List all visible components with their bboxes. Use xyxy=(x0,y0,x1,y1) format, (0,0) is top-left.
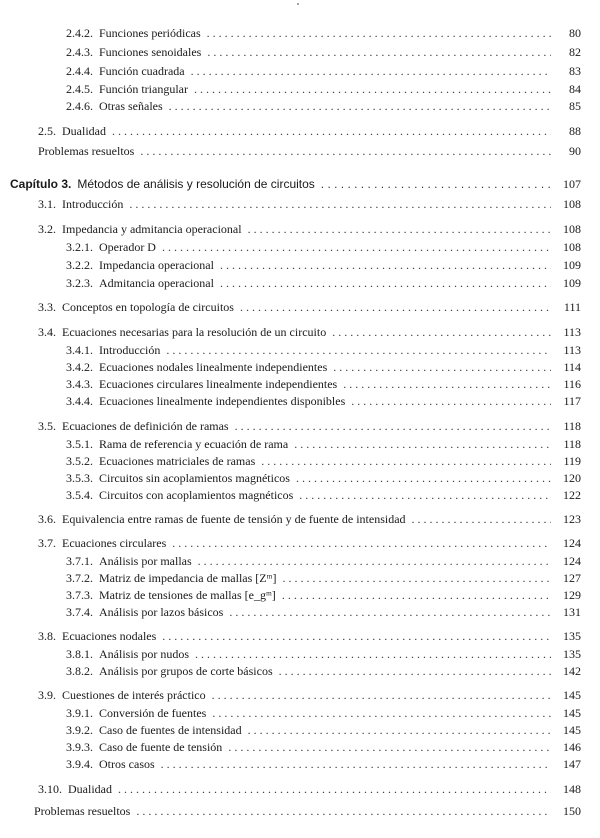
leader-dots xyxy=(166,343,551,357)
toc-entry-page: 127 xyxy=(563,571,581,585)
toc-entry-number: 3.5. xyxy=(38,419,56,433)
leader-dots xyxy=(294,437,551,451)
toc-entry-title: Conceptos en topología de circuitos xyxy=(62,300,234,314)
toc-entry-page: 135 xyxy=(563,647,581,661)
toc-entry-page: 145 xyxy=(563,723,581,737)
toc-entry-page: 108 xyxy=(563,197,581,211)
toc-entry-title: Problemas resueltos xyxy=(38,144,135,158)
toc-entry-title: Ecuaciones matriciales de ramas xyxy=(99,454,256,468)
leader-dots xyxy=(296,471,551,485)
toc-entry-number: 3.2.1. xyxy=(66,240,93,254)
toc-entry-3-4-1[interactable] xyxy=(66,343,581,357)
toc-entry-number: 3.3. xyxy=(38,300,56,314)
toc-entry-title: Problemas resueltos xyxy=(34,804,131,818)
toc-entry-title: Admitancia operacional xyxy=(99,276,214,290)
toc-entry-title: Ecuaciones linealmente independientes disponibles xyxy=(99,394,346,408)
toc-entry-page: 90 xyxy=(569,144,581,158)
toc-entry-number: 2.5. xyxy=(38,124,56,138)
toc-entry-3-9-3[interactable] xyxy=(66,740,581,754)
leader-dots xyxy=(194,82,551,96)
leader-dots xyxy=(261,454,551,468)
toc-entry-title: Circuitos con acoplamientos magnéticos xyxy=(99,488,294,502)
toc-entry-title: Ecuaciones de definición de ramas xyxy=(62,419,229,433)
toc-entry-3-2-3[interactable] xyxy=(66,276,581,290)
toc-entry-title: Matriz de impedancia de mallas [Zᵐ] xyxy=(99,571,277,585)
leader-dots xyxy=(129,197,551,211)
toc-entry-title: Función cuadrada xyxy=(99,64,185,78)
toc-entry-page: 145 xyxy=(563,706,581,720)
toc-entry-number: 2.4.4. xyxy=(66,64,93,78)
toc-entry-page: 111 xyxy=(563,300,581,314)
toc-entry-number: 3.7.2. xyxy=(66,571,93,585)
toc-entry-3-2[interactable] xyxy=(38,222,581,236)
toc-entry-title: Impedancia y admitancia operacional xyxy=(62,222,242,236)
toc-entry-title: Otros casos xyxy=(99,757,155,771)
toc-entry-3-4[interactable] xyxy=(38,325,581,339)
toc-entry-number: 3.9.3. xyxy=(66,740,93,754)
chapter-number: Capítulo 3. xyxy=(10,177,72,191)
leader-dots xyxy=(248,723,551,737)
toc-entry-3-1[interactable] xyxy=(38,197,581,211)
toc-entry-page: 122 xyxy=(563,488,581,502)
toc-entry-page: 150 xyxy=(563,804,581,818)
toc-entry-title: Impedancia operacional xyxy=(99,258,214,272)
leader-dots xyxy=(172,536,551,550)
toc-entry-page: 147 xyxy=(563,757,581,771)
toc-entry-number: 3.8. xyxy=(38,629,56,643)
toc-entry-number: 3.5.3. xyxy=(66,471,93,485)
toc-entry-title: Análisis por mallas xyxy=(99,554,192,568)
toc-entry-number: 3.9.1. xyxy=(66,706,93,720)
toc-entry-3-5-1[interactable] xyxy=(66,437,581,451)
leader-dots xyxy=(279,664,551,678)
toc-entry-title: Cuestiones de interés práctico xyxy=(62,688,206,702)
toc-entry-page: 146 xyxy=(563,740,581,754)
leader-dots xyxy=(207,26,551,40)
toc-entry-3-5-4[interactable] xyxy=(66,488,581,502)
toc-entry-page: 117 xyxy=(563,394,581,408)
leader-dots xyxy=(195,647,551,661)
toc-entry-3-4-3[interactable] xyxy=(66,377,581,391)
toc-entry-page: 124 xyxy=(563,536,581,550)
toc-entry-page: 85 xyxy=(569,99,581,113)
toc-entry-3-8-2[interactable] xyxy=(66,664,581,678)
toc-entry-3-6[interactable] xyxy=(38,512,581,526)
toc-entry-title: Dualidad xyxy=(62,124,106,138)
leader-dots xyxy=(118,782,551,796)
toc-entry-page: 82 xyxy=(569,45,581,59)
toc-entry-number: 3.9. xyxy=(38,688,56,702)
toc-entry-3-8[interactable] xyxy=(38,629,581,643)
toc-entry-page: 119 xyxy=(563,454,581,468)
toc-entry-2-4-4[interactable] xyxy=(66,64,581,78)
toc-entry-page: 114 xyxy=(563,360,581,374)
toc-entry-3-9[interactable] xyxy=(38,688,581,702)
toc-entry-title: Dualidad xyxy=(68,782,112,796)
toc-entry-number: 3.10. xyxy=(38,782,62,796)
toc-entry-page: 88 xyxy=(569,124,581,138)
toc-entry-title: Conversión de fuentes xyxy=(99,706,207,720)
toc-entry-title: Circuitos sin acoplamientos magnéticos xyxy=(99,471,290,485)
toc-entry-number: 2.4.5. xyxy=(66,82,93,96)
toc-entry-page: 120 xyxy=(563,471,581,485)
toc-entry-page: 142 xyxy=(563,664,581,678)
leader-dots xyxy=(240,300,551,314)
toc-entry-2-4-3[interactable] xyxy=(66,45,581,59)
toc-entry-3-9-1[interactable] xyxy=(66,706,581,720)
leader-dots xyxy=(332,325,551,339)
toc-entry-title: Ecuaciones necesarias para la resolución de un circuito xyxy=(62,325,327,339)
toc-entry-number: 3.9.4. xyxy=(66,757,93,771)
toc-entry-page: 123 xyxy=(563,512,581,526)
toc-entry-page: 145 xyxy=(563,688,581,702)
toc-entry-title: Matriz de tensiones de mallas [e_gᵐ] xyxy=(99,588,276,602)
toc-entry-3-2-2[interactable] xyxy=(66,258,581,272)
toc-entry-page: 135 xyxy=(563,629,581,643)
toc-entry-3-8-1[interactable] xyxy=(66,647,581,661)
toc-entry-page: 113 xyxy=(563,325,581,339)
toc-entry-title: Ecuaciones nodales xyxy=(62,629,157,643)
toc-entry-number: 3.8.2. xyxy=(66,664,93,678)
toc-entry-number: 3.4.1. xyxy=(66,343,93,357)
leader-dots xyxy=(299,488,551,502)
leader-dots xyxy=(351,394,551,408)
toc-entry-number: 3.4.3. xyxy=(66,377,93,391)
toc-entry-3-2-1[interactable] xyxy=(66,240,581,254)
toc-entry-number: 3.4.2. xyxy=(66,360,93,374)
toc-entry-3-7-4[interactable] xyxy=(66,605,581,619)
toc-entry-number: 3.4. xyxy=(38,325,56,339)
toc-entry-title: Caso de fuente de tensión xyxy=(99,740,223,754)
leader-dots xyxy=(235,419,551,433)
toc-entry-title: Ecuaciones circulares linealmente independientes xyxy=(99,377,338,391)
leader-dots xyxy=(112,124,551,138)
toc-entry-3-5-3[interactable] xyxy=(66,471,581,485)
toc-entry-title: Función triangular xyxy=(99,82,188,96)
toc-entry-2-4-2[interactable] xyxy=(66,26,581,40)
toc-entry-number: 3.5.1. xyxy=(66,437,93,451)
leader-dots xyxy=(220,258,551,272)
toc-entry-3-9-2[interactable] xyxy=(66,723,581,737)
toc-entry-title: Rama de referencia y ecuación de rama xyxy=(99,437,289,451)
toc-entry-number: 3.7.3. xyxy=(66,588,93,602)
toc-entry-page: 108 xyxy=(563,240,581,254)
toc-entry-page: 109 xyxy=(563,258,581,272)
chapter-title: Métodos de análisis y resolución de circuitos xyxy=(77,177,315,191)
toc-entry-number: 3.2.3. xyxy=(66,276,93,290)
toc-entry-page: 84 xyxy=(569,82,581,96)
toc-entry-number: 3.9.2. xyxy=(66,723,93,737)
toc-entry-number: 3.1. xyxy=(38,197,56,211)
leader-dots xyxy=(162,240,551,254)
toc-entry-number: 3.6. xyxy=(38,512,56,526)
toc-entry-title: Caso de fuentes de intensidad xyxy=(99,723,242,737)
leader-dots xyxy=(282,571,551,585)
toc-entry-title: Análisis por grupos de corte básicos xyxy=(99,664,273,678)
toc-entry-page: 80 xyxy=(569,26,581,40)
toc-entry-number: 3.2. xyxy=(38,222,56,236)
leader-dots xyxy=(282,588,551,602)
toc-entry-page: 118 xyxy=(563,419,581,433)
toc-entry-3-3[interactable] xyxy=(38,300,581,314)
toc-entry-number: 2.4.6. xyxy=(66,99,93,113)
leader-dots xyxy=(412,512,551,526)
toc-entry-title: Otras señales xyxy=(99,99,163,113)
toc-entry-number: 2.4.3. xyxy=(66,45,93,59)
leader-dots xyxy=(220,276,551,290)
leader-dots xyxy=(333,360,551,374)
toc-entry-number: 3.2.2. xyxy=(66,258,93,272)
toc-entry-title: Introducción xyxy=(99,343,161,357)
toc-entry-title: Funciones periódicas xyxy=(99,26,201,40)
leader-dots xyxy=(191,64,551,78)
leader-dots xyxy=(248,222,551,236)
toc-entry-3-4-4[interactable] xyxy=(66,394,581,408)
toc-entry-page: 109 xyxy=(563,276,581,290)
toc-entry-title: Análisis por lazos básicos xyxy=(99,605,224,619)
leader-dots xyxy=(198,554,551,568)
leader-dots xyxy=(169,99,551,113)
leader-dots xyxy=(140,144,551,158)
toc-entry-page: 118 xyxy=(563,437,581,451)
toc-entry-page: 124 xyxy=(563,554,581,568)
toc-entry-title: Funciones senoidales xyxy=(99,45,202,59)
leader-dots xyxy=(228,740,551,754)
toc-entry-3-7-3[interactable] xyxy=(66,588,581,602)
toc-chapter-3[interactable] xyxy=(10,177,581,191)
toc-entry-page: 113 xyxy=(563,343,581,357)
toc-entry-3-9-4[interactable] xyxy=(66,757,581,771)
leader-dots xyxy=(321,177,551,191)
toc-entry-number: 3.5.2. xyxy=(66,454,93,468)
leader-dots xyxy=(212,706,551,720)
leader-dots xyxy=(162,629,551,643)
toc-entry-3-10[interactable] xyxy=(38,782,581,796)
toc-entry-3-7-1[interactable] xyxy=(66,554,581,568)
toc-entry-3-5[interactable] xyxy=(38,419,581,433)
leader-dots xyxy=(136,804,551,818)
toc-entry-page: 83 xyxy=(569,64,581,78)
toc-entry-page: 108 xyxy=(563,222,581,236)
toc-entry-problemas-2[interactable] xyxy=(38,144,581,158)
leader-dots xyxy=(207,45,551,59)
toc-entry-3-4-2[interactable] xyxy=(66,360,581,374)
toc-entry-page: 107 xyxy=(563,177,581,191)
toc-entry-3-5-2[interactable] xyxy=(66,454,581,468)
toc-entry-problemas-3[interactable] xyxy=(34,804,581,818)
toc-entry-number: 3.7. xyxy=(38,536,56,550)
toc-entry-title: Introducción xyxy=(62,197,124,211)
leader-dots xyxy=(161,757,551,771)
toc-entry-2-5[interactable] xyxy=(38,124,581,138)
toc-entry-number: 3.8.1. xyxy=(66,647,93,661)
toc-entry-number: 3.5.4. xyxy=(66,488,93,502)
toc-entry-3-7-2[interactable] xyxy=(66,571,581,585)
toc-entry-page: 131 xyxy=(563,605,581,619)
leader-dots xyxy=(229,605,551,619)
toc-entry-2-4-6[interactable] xyxy=(66,99,581,113)
toc-entry-number: 3.4.4. xyxy=(66,394,93,408)
toc-entry-title: Ecuaciones nodales linealmente independientes xyxy=(99,360,328,374)
toc-entry-title: Equivalencia entre ramas de fuente de tensión y de fuente de intensidad xyxy=(62,512,406,526)
toc-entry-2-4-5[interactable] xyxy=(66,82,581,96)
toc-entry-3-7[interactable] xyxy=(38,536,581,550)
page-speck xyxy=(297,3,299,5)
toc-entry-title: Operador D xyxy=(99,240,156,254)
toc-entry-title: Análisis por nudos xyxy=(99,647,189,661)
toc-entry-title: Ecuaciones circulares xyxy=(62,536,167,550)
toc-entry-page: 116 xyxy=(563,377,581,391)
toc-entry-page: 129 xyxy=(563,588,581,602)
toc-entry-number: 3.7.1. xyxy=(66,554,93,568)
toc-entry-page: 148 xyxy=(563,782,581,796)
leader-dots xyxy=(343,377,551,391)
toc-entry-number: 2.4.2. xyxy=(66,26,93,40)
toc-entry-number: 3.7.4. xyxy=(66,605,93,619)
leader-dots xyxy=(212,688,551,702)
